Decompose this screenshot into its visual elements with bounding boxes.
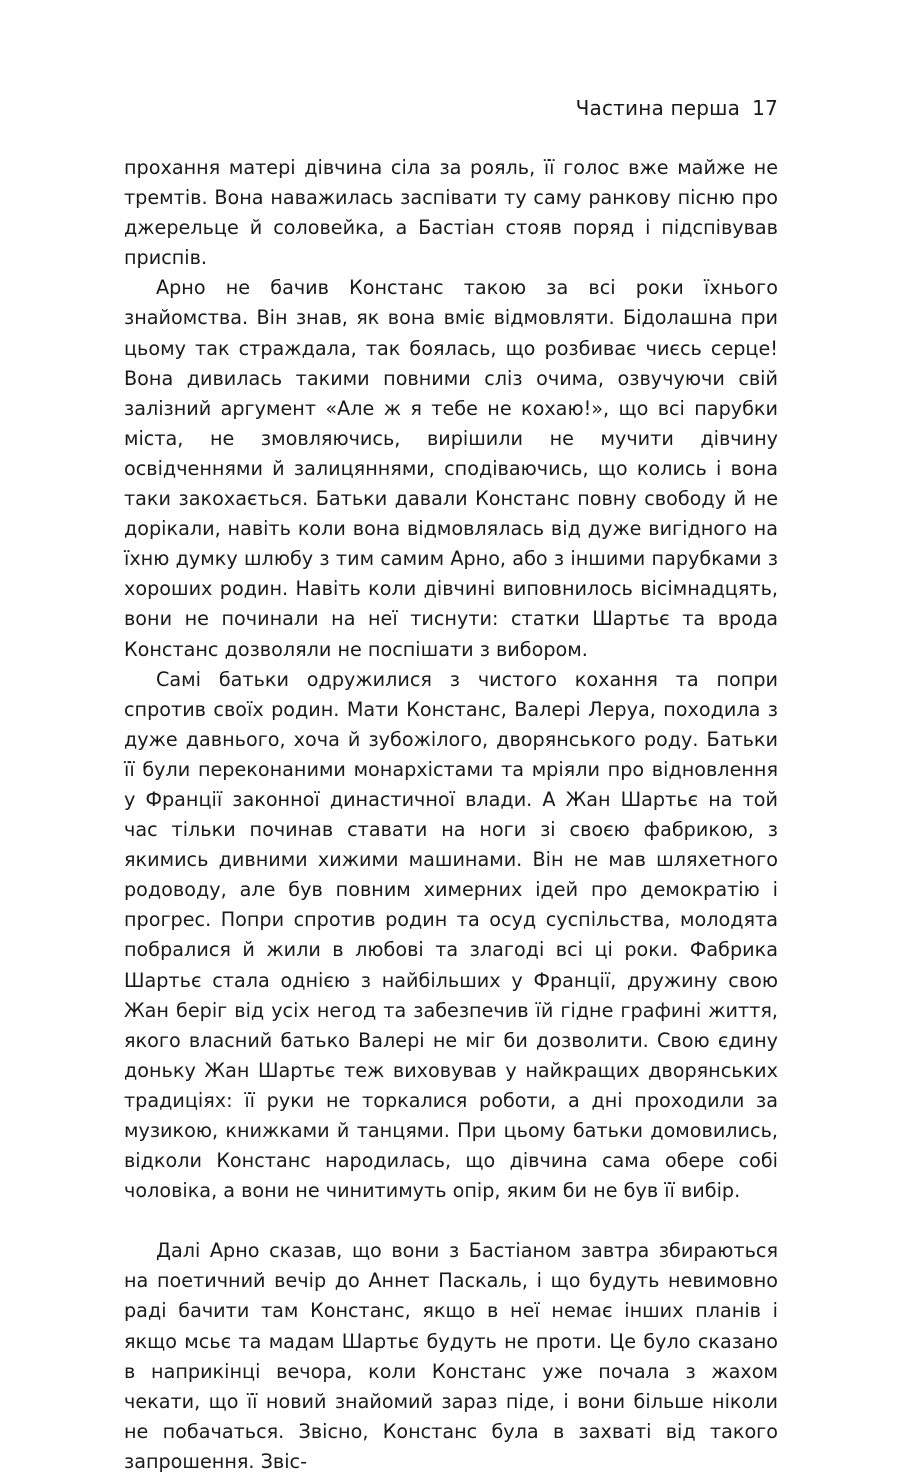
- paragraph: Самі батьки одружилися з чистого кохання та попри спротив своїх родин. Мати Констанс, Валері Леруа, походила з дуже давнього, хоча й зубожілого, дворянського роду. Батьки її були переконаними монархістами та мріяли про відновлення у Франції законної династичної влади. А Жан Шартьє на той час тільки починав ставати на ноги зі своєю фабрикою, з якимись дивними хижими машинами. Він не мав шляхетного родоводу, але був повним химерних ідей про демократію і прогрес. Попри спротив родин та осуд суспільства, молодята побралися й жили в любові та злагоді всі ці роки. Фабрика Шартьє стала однією з найбільших у Франції, дружину свою Жан беріг від усіх негод та забезпечив їй гідне графині життя, якого власний батько Валері не міг би дозволити. Свою єдину доньку Жан Шартьє теж виховував у найкращих дворянських традиціях: її руки не торкалися роботи, а дні проходили за музикою, книжками й танцями. При цьому батьки домовились, відколи Констанс народилась, що дівчина сама обере собі чоловіка, а вони не чинитимуть опір, яким би не був її вибір.: [124, 667, 778, 1203]
- running-head: [576, 96, 778, 120]
- paragraph: прохання матері дівчина сіла за рояль, її голос вже майже не тремтів. Вона наважилась заспівати ту саму ранкову пісню про джерельце й соловейка, а Бастіан стояв поряд і підспівував приспів.: [124, 156, 778, 270]
- paragraph: Далі Арно сказав, що вони з Бастіаном завтра збираються на поетичний вечір до Аннет Паскаль, і що будуть невимовно раді бачити там Констанс, якщо в неї немає інших планів і якщо мсьє та мадам Шартьє будуть не проти. Це було сказано в наприкінці вечора, коли Констанс уже почала з жахом чекати, що її новий знайомий зараз піде, і вони більше ніколи не побачаться. Звісно, Констанс була в захваті від такого запрошення. Звіс-: [124, 1239, 778, 1473]
- paragraph: Арно не бачив Констанс такою за всі роки їхнього знайомства. Він знав, як вона вміє відмовляти. Бідолашна при цьому так страждала, так боялась, що розбиває чиєсь серце! Вона дивилась такими повними сліз очима, озвучуючи свій залізний аргумент «Але ж я тебе не кохаю!», що всі парубки міста, не змовляючись, вирішили не мучити дівчину освідченнями й залицяннями, сподіваючись, що колись і вона таки закохається. Батьки давали Констанс повну свободу й не дорікали, навіть коли вона відмовлялась від дуже вигідного на їхню думку шлюбу з тим самим Арно, або з іншими парубками з хороших родин. Навіть коли дівчині виповнилось вісімнадцять, вони не починали на неї тиснути: статки Шартьє та врода Констанс дозволяли не поспішати з вибором.: [124, 276, 778, 661]
- body-text: [124, 153, 778, 1477]
- chapter-title: Частина перша: [575, 96, 741, 120]
- page-number: 17: [752, 96, 778, 120]
